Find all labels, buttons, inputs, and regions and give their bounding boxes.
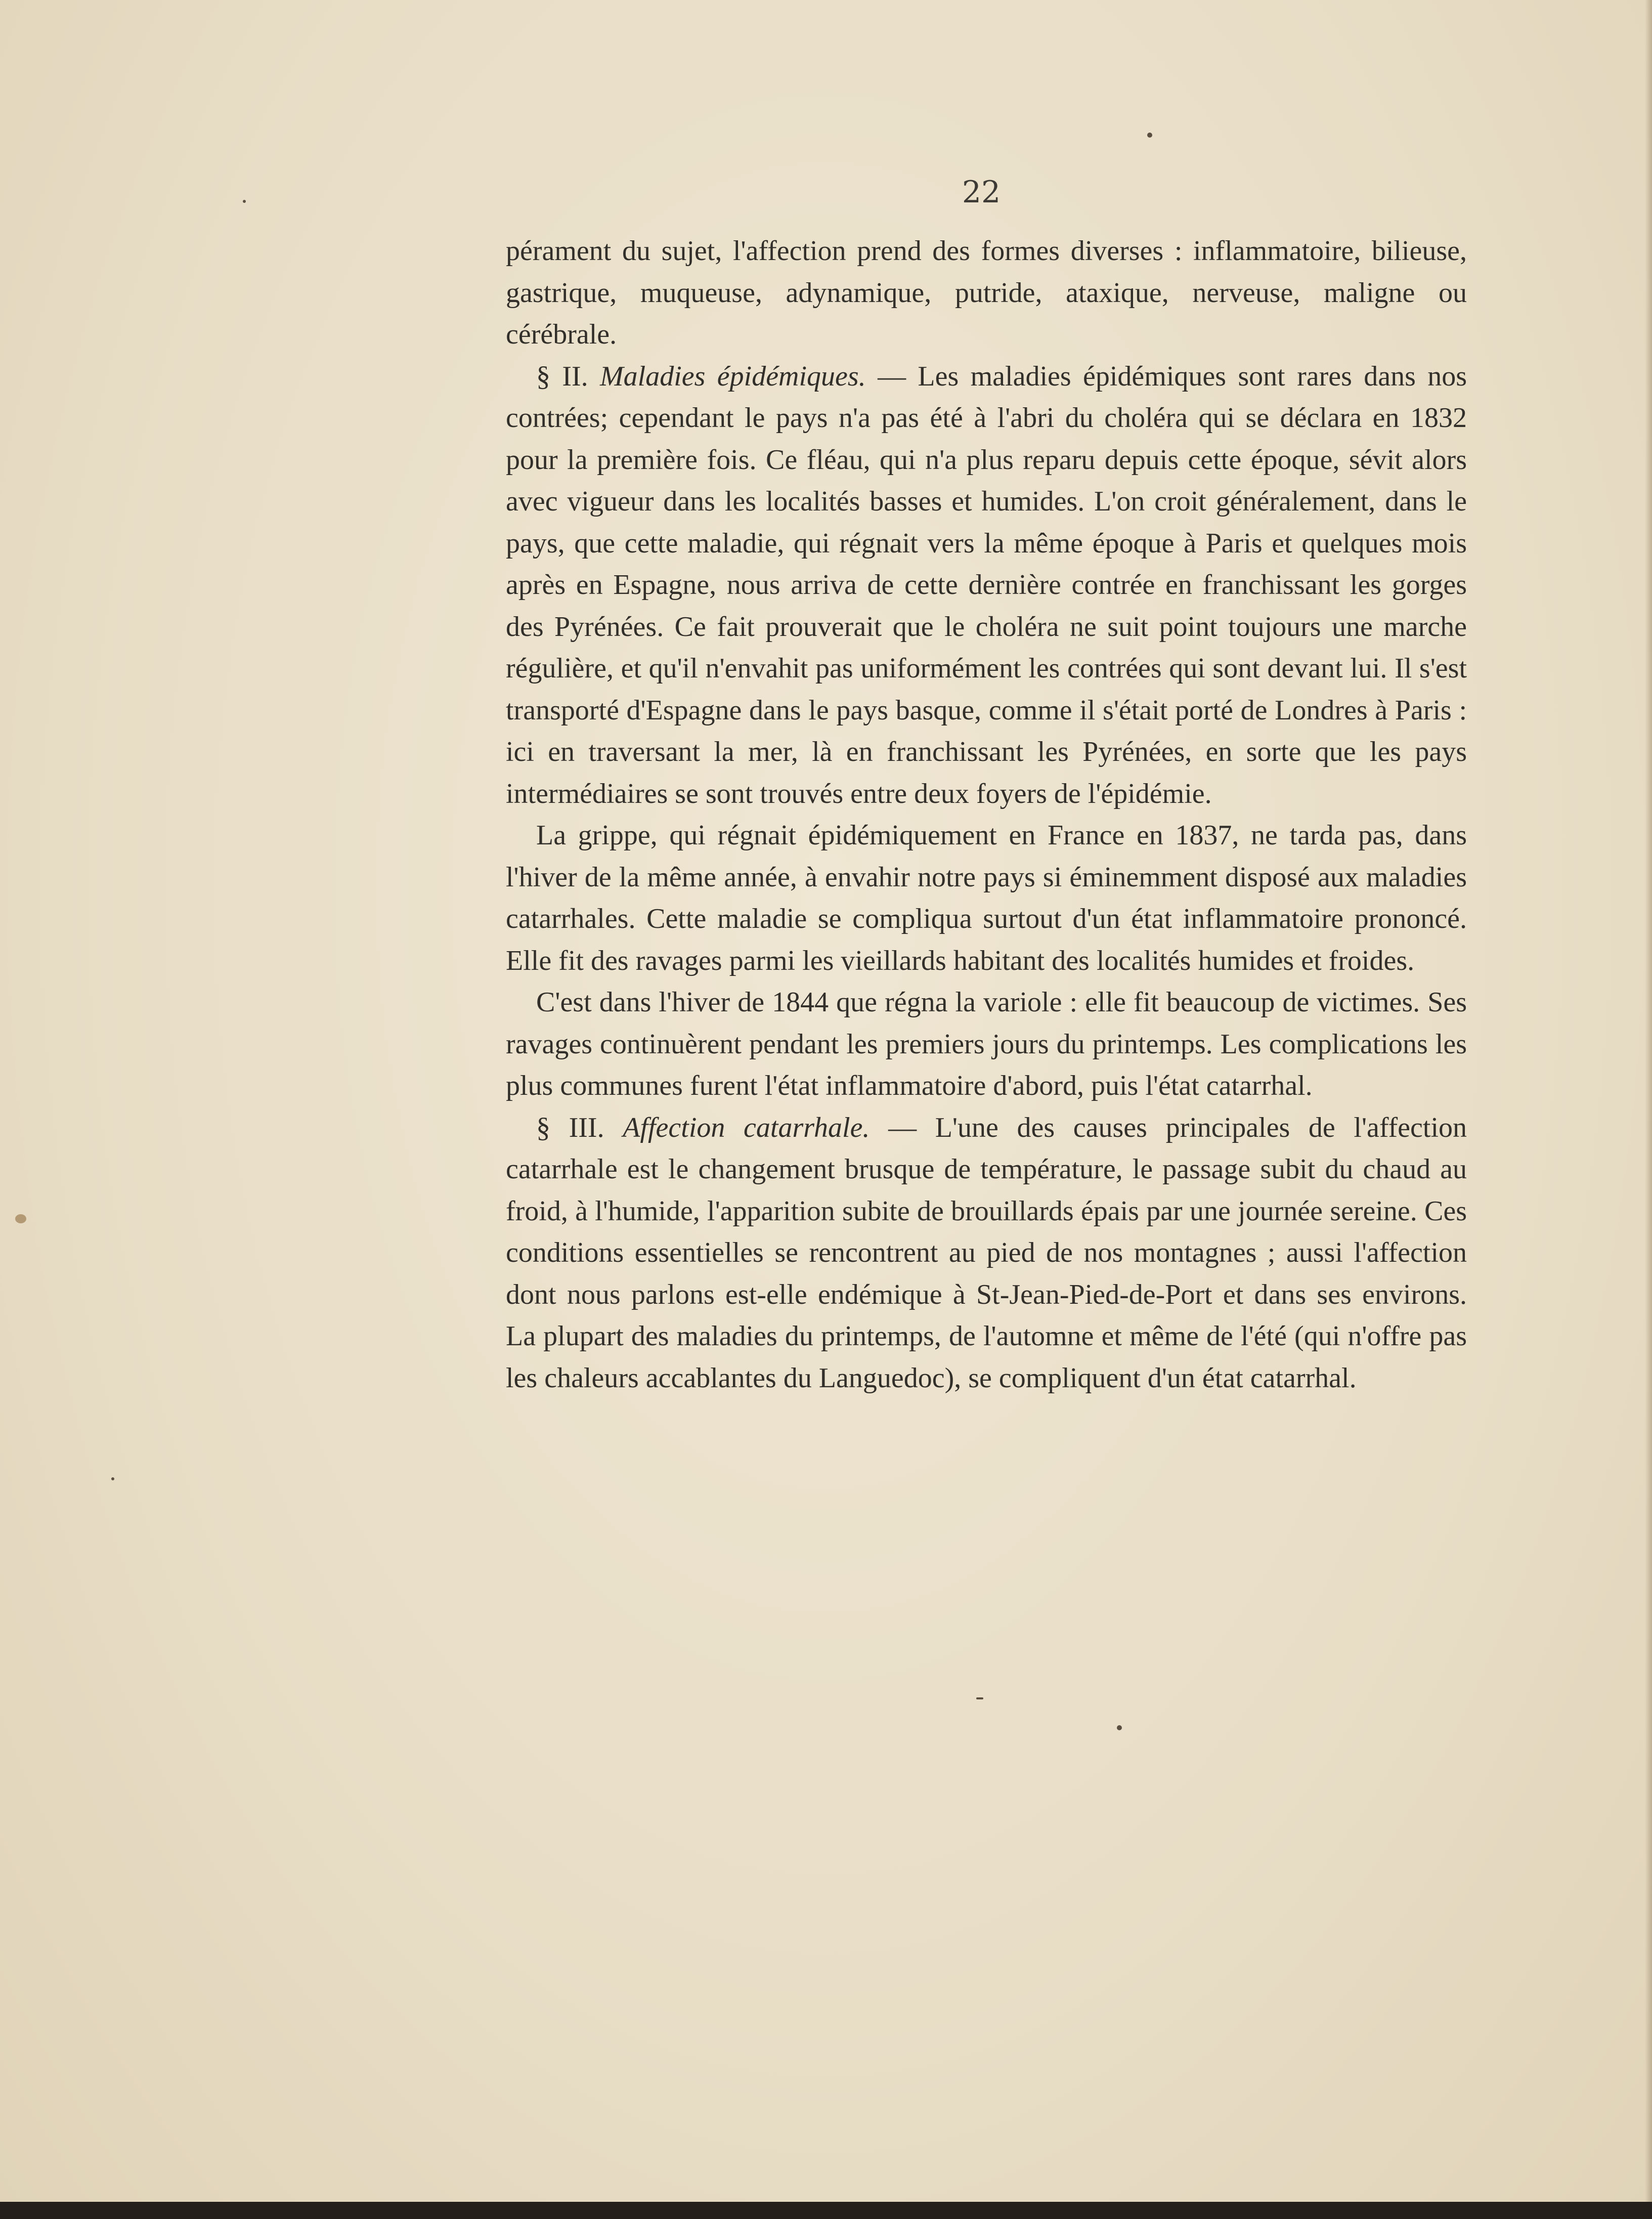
- section-heading: Affection catarrhale.: [623, 1112, 870, 1143]
- section-mark: § II.: [536, 360, 588, 392]
- scan-speck: [15, 1214, 26, 1223]
- scan-speck: [976, 1697, 983, 1699]
- body-text: [506, 230, 1467, 1399]
- section-heading: Maladies épidémiques.: [600, 360, 866, 392]
- section-mark: § III.: [536, 1112, 604, 1143]
- paragraph: [506, 230, 1467, 356]
- paragraph-text: La grippe, qui régnait épidémiquement en France en 1837, ne tarda pas, dans l'hiver de la même année, à envahir notre pays si éminemment disposé aux maladies catarrhales. Cette maladie se compliqua surtout d'un état inflammatoire prononcé. Elle fit des ravages parmi les vieillards habitant des localités humides et froides.: [506, 820, 1467, 976]
- paragraph-text: — L'une des causes principales de l'affection catarrhale est le changement brusque de température, le passage subit du chaud au froid, à l'humide, l'apparition subite de brouillards épais par une journée sereine. Ces conditions essentielles se rencontrent au pied de nos montagnes ; aussi l'affection dont nous parlons est-elle endémique à St-Jean-Pied-de-Port et dans ses environs. La plupart des maladies du printemps, de l'automne et même de l'été (qui n'offre pas les chaleurs accablantes du Languedoc), se compliquent d'un état catarrhal.: [506, 1112, 1467, 1394]
- scan-speck: [111, 1477, 114, 1480]
- paragraph-text: pérament du sujet, l'affection prend des formes diverses : inflammatoire, bilieuse, gastrique, muqueuse, adynamique, putride, ataxique, nerveuse, maligne ou cérébrale.: [506, 235, 1467, 350]
- scan-speck: [1147, 133, 1152, 138]
- page-edge-shadow: [1645, 0, 1652, 2202]
- paragraph: [506, 356, 1467, 815]
- scan-speck: [1117, 1725, 1122, 1730]
- paragraph: [506, 815, 1467, 982]
- paragraph: [506, 982, 1467, 1107]
- scan-border: [0, 2202, 1652, 2219]
- paragraph: [506, 1107, 1467, 1399]
- paragraph-text: C'est dans l'hiver de 1844 que régna la variole : elle fit beaucoup de victimes. Ses ravages continuèrent pendant les premiers jours du printemps. Les complications les plus communes furent l'état inflammatoire d'abord, puis l'état catarrhal.: [506, 987, 1467, 1101]
- paragraph-text: — Les maladies épidémiques sont rares dans nos contrées; cependant le pays n'a pas été à l'abri du choléra qui se déclara en 1832 pour la première fois. Ce fléau, qui n'a plus reparu depuis cette époque, sévit alors avec vigueur dans les localités basses et humides. L'on croit généralement, dans le pays, que cette maladie, qui régnait vers la même époque à Paris et quelques mois après en Espagne, nous arriva de cette dernière contrée en franchissant les gorges des Pyrénées. Ce fait prouverait que le choléra ne suit point toujours une marche régulière, et qu'il n'envahit pas uniformément les contrées qui sont devant lui. Il s'est transporté d'Espagne dans le pays basque, comme il s'était porté de Londres à Paris : ici en traversant la mer, là en franchissant les Pyrénées, en sorte que les pays intermédiaires se sont trouvés entre deux foyers de l'épidémie.: [506, 360, 1467, 809]
- page-number: 22: [962, 175, 1001, 210]
- scan-speck: [243, 200, 246, 203]
